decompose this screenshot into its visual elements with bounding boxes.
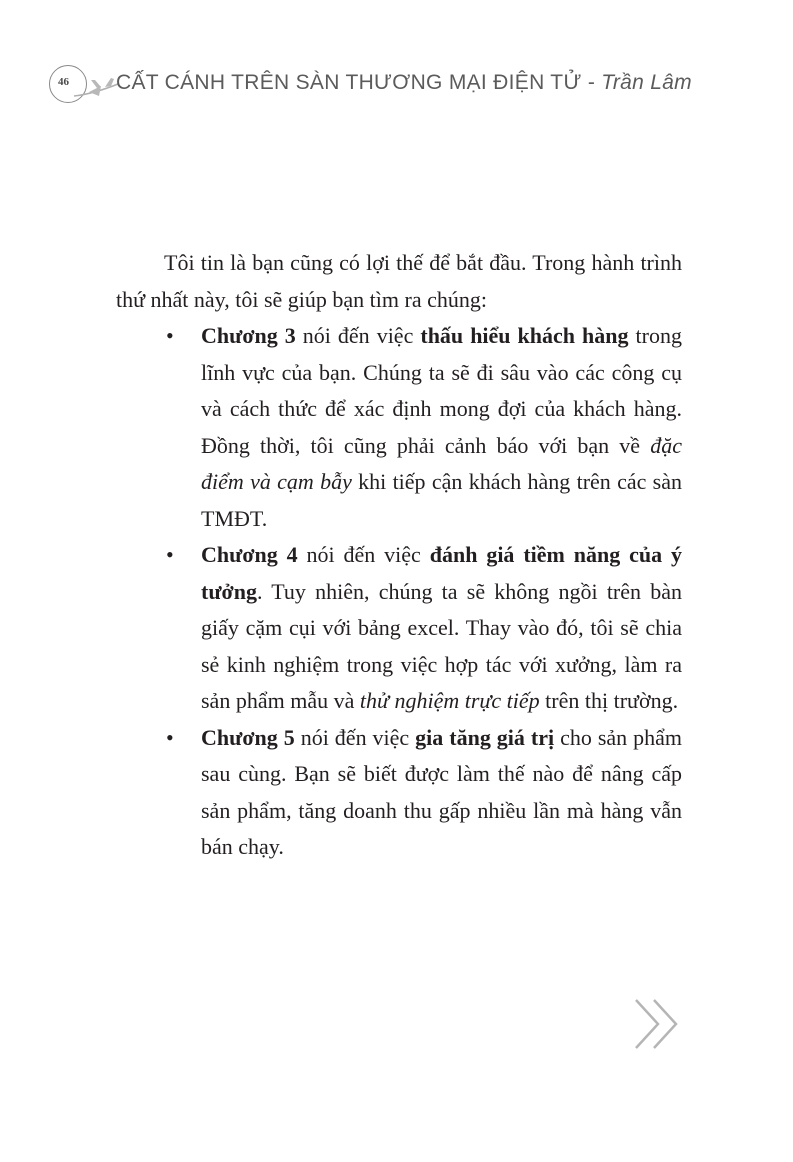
chapter-label: Chương 5 — [201, 724, 295, 750]
page-number: 46 — [58, 76, 69, 88]
chapter-list — [116, 318, 682, 866]
bullet-mark: • — [166, 724, 174, 750]
chapter-label: Chương 3 — [201, 323, 296, 348]
page-body — [116, 245, 682, 866]
chapter-text — [201, 318, 682, 537]
chapter-item — [116, 537, 682, 720]
author-name: Trần Lâm — [601, 71, 692, 94]
title-separator: - — [581, 71, 602, 94]
header-title — [116, 71, 692, 95]
chapter-text-part: nói đến việc — [295, 323, 421, 348]
chapter-key-phrase: gia tăng giá trị — [415, 724, 555, 750]
chapter-key-phrase: đánh giá tiềm năng của ý tưởng — [201, 542, 682, 604]
chapter-text — [201, 720, 682, 866]
bullet-mark: • — [166, 323, 174, 348]
chapter-text-part: trên thị trường. — [539, 688, 679, 713]
chapter-item — [116, 318, 682, 537]
intro-paragraph: Tôi tin là bạn cũng có lợi thế để bắt đầu. Trong hành trình thứ nhất này, tôi sẽ giúp bạn tìm ra chúng: — [116, 250, 682, 312]
book-title: CẤT CÁNH TRÊN SÀN THƯƠNG MẠI ĐIỆN TỬ — [116, 71, 582, 94]
chapter-text-part: . Tuy nhiên, chúng ta sẽ không ngồi trên bàn giấy cặm cụi với bảng excel. Thay vào đó, tôi sẽ chia sẻ kinh nghiệm trong việc hợp tác với xưởng, làm ra sản phẩm mẫu và — [201, 578, 682, 713]
chapter-label: Chương 4 — [201, 542, 298, 567]
chapter-text-part: cho sản phẩm sau cùng. Bạn sẽ biết được làm thế nào để nâng cấp sản phẩm, tăng doanh thu gấp nhiều lần mà hàng vẫn bán chạy. — [201, 724, 682, 859]
chapter-key-phrase: thấu hiểu khách hàng — [420, 323, 629, 348]
chapter-italic-phrase: thử nghiệm trực tiếp — [359, 688, 540, 713]
chapter-text-part: nói đến việc — [297, 542, 430, 567]
chapter-item — [116, 720, 682, 866]
airplane-icon — [71, 72, 121, 104]
chapter-text — [201, 537, 682, 720]
double-chevron-right-icon — [632, 997, 682, 1051]
chapter-text-part: nói đến việc — [294, 724, 416, 750]
chapter-text-part: khi tiếp cận khách hàng trên các sàn TMĐT. — [201, 469, 683, 531]
chapter-italic-phrase: đặc điểm và cạm bẫy — [201, 432, 682, 494]
chapter-text-part: trong lĩnh vực của bạn. Chúng ta sẽ đi sâu vào các công cụ và cách thức để xác định mong đợi của khách hàng. Đồng thời, tôi cũng phải cảnh báo với bạn về — [201, 323, 682, 458]
bullet-mark: • — [166, 542, 174, 567]
running-header — [44, 60, 744, 108]
